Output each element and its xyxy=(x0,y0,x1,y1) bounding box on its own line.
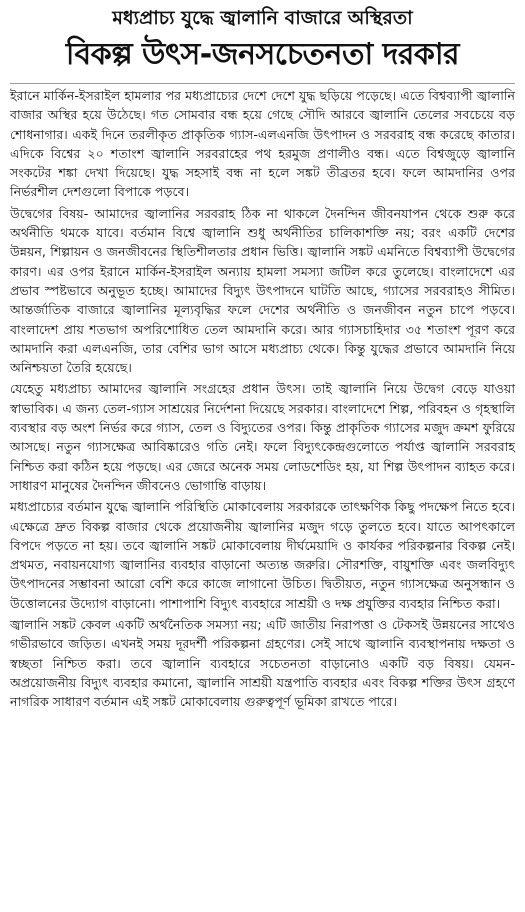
article-kicker: মধ্যপ্রাচ্য যুদ্ধে জ্বালানি বাজারে অস্থিরতা xyxy=(112,7,413,29)
body-paragraph-2: উদ্বেগের বিষয়- আমাদের জ্বালানির সরবরাহ ঠিক না থাকলে দৈনন্দিন জীবনযাপন থেকে শুরু করে অর্থনীতি থমকে যাবে। বর্তমান বিশ্বে জ্বালানি শুধু অর্থনীতির চালিকাশক্তি নয়; বরং একটি দেশের উন্নয়ন, শিল্পায়ন ও জনজীবনের স্থিতিশীলতার প্রধান ভিত্তি। জ্বালানি সঙ্কট এমনিতে বিশ্বব্যাপী উদ্বেগের কারণ। এর ওপর ইরানে মার্কিন-ইসরাইল অন্যায় হামলা সমস্যা জটিল করে তুলেছে। বাংলাদেশে এর প্রভাব স্পষ্টভাবে অনুভূত হচ্ছে। আমাদের বিদ্যুৎ উৎপাদনে ঘাটতি আছে, গ্যাসের সরবরাহও সীমিত। আন্তর্জাতিক বাজারে জ্বালানির মূল্যবৃদ্ধির ফলে দেশের অর্থনীতি ও জনজীবন নতুন চাপে পড়বে। বাংলাদেশ প্রায় শতভাগ অপরিশোধিত তেল আমদানি করে। আর গ্যাসচাহিদার ৩৫ শতাংশ পূরণ করে আমদানি করা এলএনজি, তার বেশির ভাগ আসে মধ্যপ্রাচ্য থেকে। কিন্তু যুদ্ধের প্রভাবে আমদানি নিয়ে অনিশ্চয়তা তৈরি হয়েছে। xyxy=(10,205,515,376)
article-headline: বিকল্প উৎস-জনসচেতনতা দরকার xyxy=(65,37,460,72)
body-paragraph-1: ইরানে মার্কিন-ইসরাইল হামলার পর মধ্যপ্রাচ্যের দেশে দেশে যুদ্ধ ছড়িয়ে পড়েছে। এতে বিশ্বব্যাপী জ্বালানি বাজার অস্থির হয়ে উঠেছে। গত সোমবার বন্ধ হয়ে গেছে সৌদি আরবে জ্বালানি তেলের সবচেয়ে বড় শোধনাগার। একই দিনে তরলীকৃত প্রাকৃতিক গ্যাস-এলএনজি উৎপাদন ও সরবরাহ বন্ধ করেছে কাতার। এদিকে বিশ্বের ২০ শতাংশ জ্বালানি সরবরাহের পথ হরমুজ প্রণালীও বন্ধ। এতে বিশ্বজুড়ে জ্বালানি সংকটের শঙ্কা দেখা দিয়েছে। যুদ্ধ সহসাই বন্ধ না হলে সঙ্কট তীব্রতর হবে। ফলে আমদানির ওপর নির্ভরশীল দেশগুলো বিপাকে পড়বে। xyxy=(10,88,515,200)
body-paragraph-3: যেহেতু মধ্যপ্রাচ্য আমাদের জ্বালানি সংগ্রহের প্রধান উৎস। তাই জ্বালানি নিয়ে উদ্বেগ বেড়ে যাওয়া স্বাভাবিক। এ জন্য তেল-গ্যাস সাশ্রয়ের নির্দেশনা দিয়েছে সরকার। বাংলাদেশে শিল্প, পরিবহন ও গৃহস্থালি ব্যবস্থার বড় অংশ নির্ভর করে গ্যাস, তেল ও বিদ্যুতের ওপর। কিন্তু প্রাকৃতিক গ্যাসের মজুদ ক্রমশ ফুরিয়ে আসছে। নতুন গ্যাসক্ষেত্র আবিষ্কারেও গতি নেই। ফলে বিদ্যুৎকেন্দ্রগুলোতে পর্যাপ্ত জ্বালানি সরবরাহ নিশ্চিত করা কঠিন হয়ে পড়ছে। এর জেরে অনেক সময় লোডশেডিং হয়, যা শিল্প উৎপাদন ব্যাহত করে। সাধারণ মানুষের দৈনন্দিন জীবনেও ভোগান্তি বাড়ায়। xyxy=(10,381,515,493)
body-paragraph-5: জ্বালানি সঙ্কট কেবল একটি অর্থনৈতিক সমস্যা নয়; এটি জাতীয় নিরাপত্তা ও টেকসই উন্নয়নের সাথেও গভীরভাবে জড়িত। এখনই সময় দূরদর্শী পরিকল্পনা গ্রহণের। সেই সাথে জ্বালানি ব্যবস্থাপনায় দক্ষতা ও স্বচ্ছতা নিশ্চিত করা। তবে জ্বালানি ব্যবহারে সচেতনতা বাড়ানোও একটি বড় বিষয়। যেমন- অপ্রয়োজনীয় বিদ্যুৎ ব্যবহার কমানো, জ্বালানি সাশ্রয়ী যন্ত্রপাতি ব্যবহার এবং বিকল্প শক্তির উৎস গ্রহণে নাগরিক সাধারণ বর্তমান এই সঙ্কট মোকাবেলায় গুরুত্বপূর্ণ ভূমিকা রাখতে পারে। xyxy=(10,617,515,710)
body-paragraph-4: মধ্যপ্রাচ্যের বর্তমান যুদ্ধে জ্বালানি পরিস্থিতি মোকাবেলায় সরকারকে তাৎক্ষণিক কিছু পদক্ষেপ নিতে হবে। এক্ষেত্রে দ্রুত বিকল্প বাজার থেকে প্রয়োজনীয় জ্বালানির মজুদ গড়ে তুলতে হবে। যাতে আপৎকালে বিপদে পড়তে না হয়। তবে জ্বালানি সঙ্কট মোকাবেলায় দীর্ঘমেয়াদি ও কার্যকর পরিকল্পনার বিকল্প নেই। প্রথমত, নবায়নযোগ্য জ্বালানির ব্যবহার বাড়ানো অত্যন্ত জরুরি। সৌরশক্তি, বায়ুশক্তি এবং জলবিদ্যুৎ উৎপাদনের সম্ভাবনা আরো বেশি করে কাজে লাগানো উচিত। দ্বিতীয়ত, নতুন গ্যাসক্ষেত্র অনুসন্ধান ও উত্তোলনের উদ্যোগ বাড়ানো। পাশাপাশি বিদ্যুৎ ব্যবহারে সাশ্রয়ী ও দক্ষ প্রযুক্তির ব্যবহার নিশ্চিত করা। xyxy=(10,499,515,611)
headline-divider xyxy=(10,83,515,84)
article-body xyxy=(10,86,515,712)
